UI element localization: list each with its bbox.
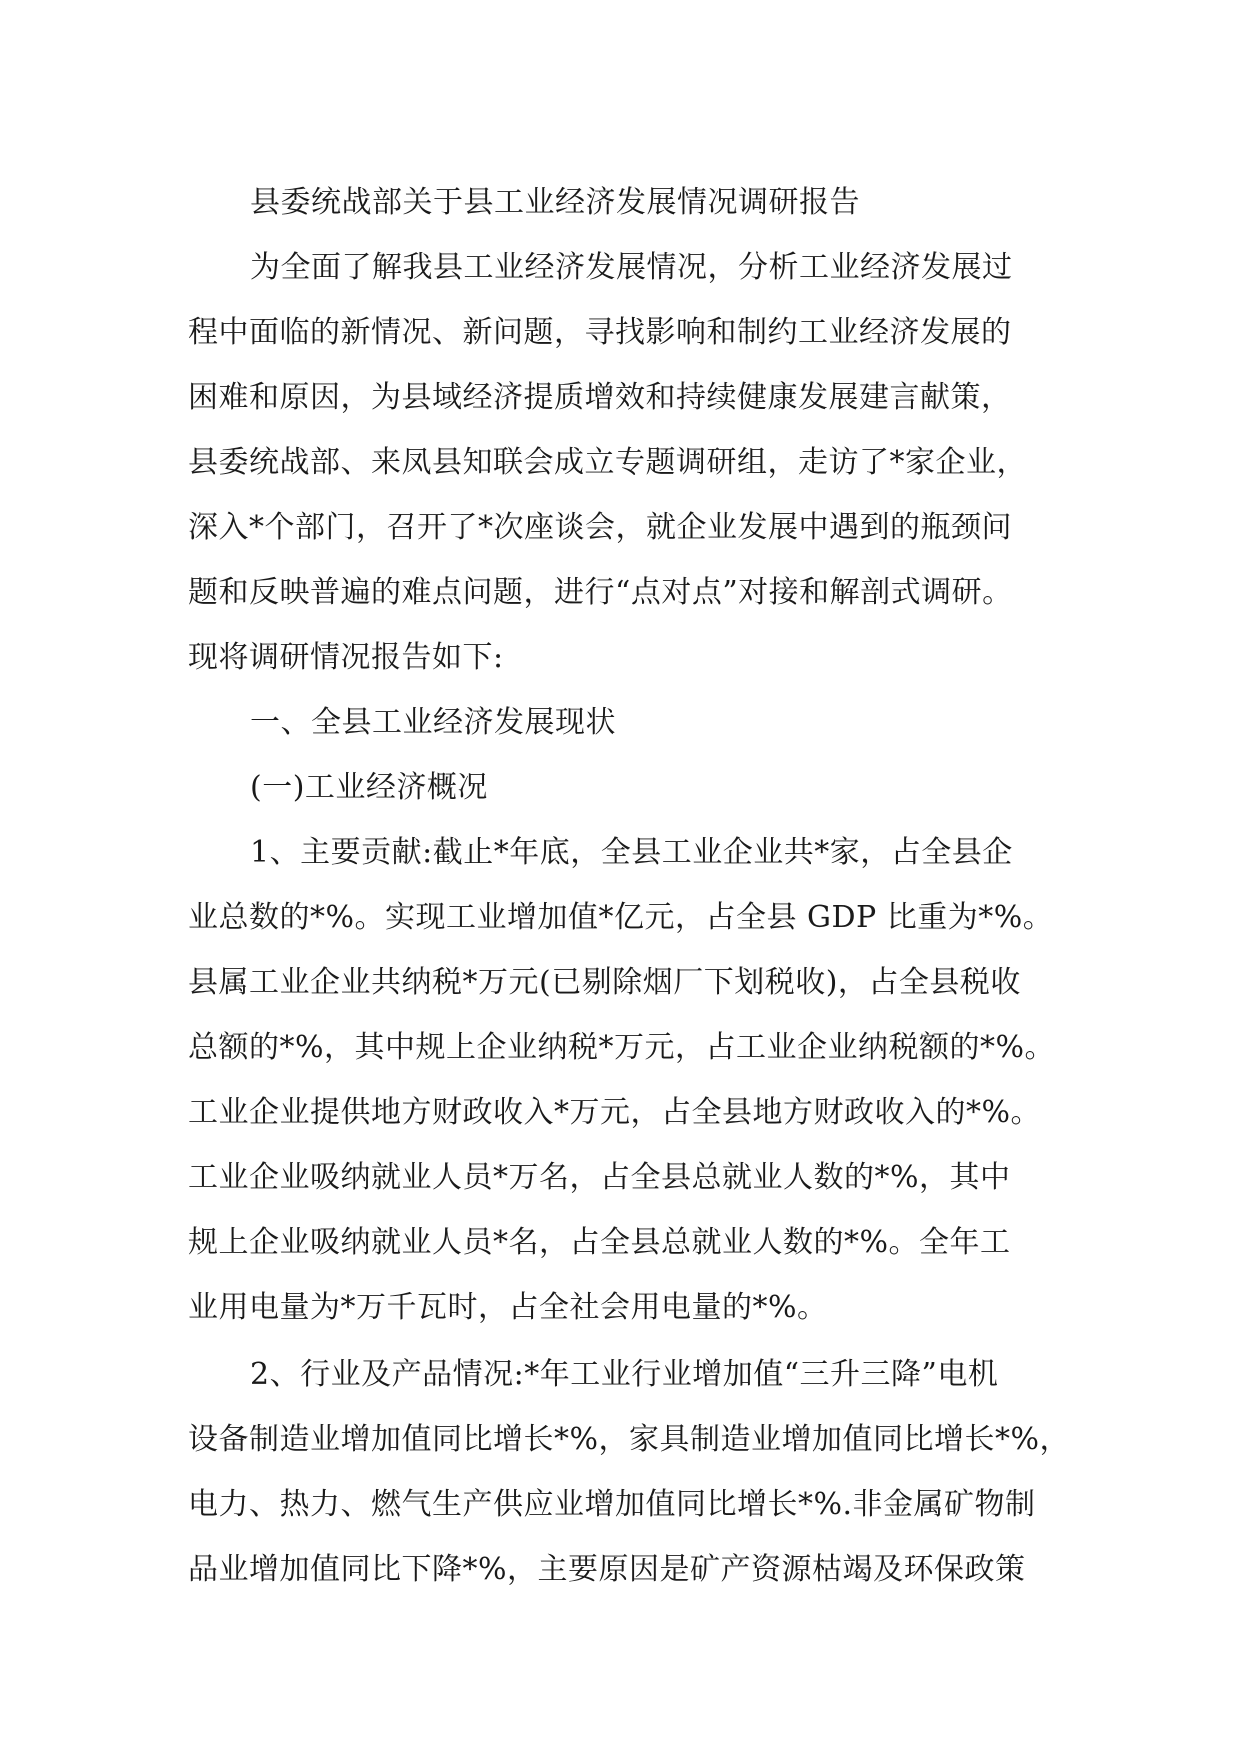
- document-title: 县委统战部关于县工业经济发展情况调研报告: [250, 185, 860, 220]
- paragraph-line: 业用电量为*万千瓦时，占全社会用电量的*%。: [188, 1290, 828, 1325]
- paragraph-line: 2、行业及产品情况:*年工业行业增加值“三升三降”电机: [250, 1357, 999, 1392]
- paragraph-line: 品业增加值同比下降*%，主要原因是矿产资源枯竭及环保政策: [188, 1552, 1026, 1587]
- paragraph-line: 县委统战部、来凤县知联会成立专题调研组，走访了*家企业，: [188, 445, 1027, 480]
- paragraph-line: 总额的*%，其中规上企业纳税*万元，占工业企业纳税额的*%。: [188, 1030, 1056, 1065]
- paragraph-line: 题和反映普遍的难点问题，进行“点对点”对接和解剖式调研。: [188, 575, 1013, 610]
- document-body: [188, 170, 1071, 1602]
- paragraph-line: 困难和原因，为县域经济提质增效和持续健康发展建言献策，: [188, 380, 1012, 415]
- paragraph-line: 县属工业企业共纳税*万元(已剔除烟厂下划税收)，占全县税收: [188, 965, 1021, 1000]
- paragraph-line: 为全面了解我县工业经济发展情况，分析工业经济发展过: [250, 250, 1013, 285]
- subsection-heading: (一)工业经济概况: [250, 770, 488, 805]
- paragraph-line: 规上企业吸纳就业人员*名，占全县总就业人数的*%。全年工: [188, 1225, 1011, 1260]
- paragraph-line: 工业企业提供地方财政收入*万元，占全县地方财政收入的*%。: [188, 1095, 1042, 1130]
- paragraph-line: 深入*个部门，召开了*次座谈会，就企业发展中遇到的瓶颈问: [188, 510, 1012, 545]
- paragraph-line: 业总数的*%。实现工业增加值*亿元，占全县 GDP 比重为*%。: [188, 900, 1054, 935]
- section-heading: 一、全县工业经济发展现状: [250, 705, 616, 740]
- paragraph-line: 程中面临的新情况、新问题，寻找影响和制约工业经济发展的: [188, 315, 1012, 350]
- paragraph-line: 工业企业吸纳就业人员*万名，占全县总就业人数的*%，其中: [188, 1160, 1011, 1195]
- paragraph-line: 现将调研情况报告如下:: [188, 640, 504, 675]
- paragraph-line: 电力、热力、燃气生产供应业增加值同比增长*%.非金属矿物制: [188, 1487, 1036, 1522]
- paragraph-line: 设备制造业增加值同比增长*%，家具制造业增加值同比增长*%，: [188, 1422, 1071, 1457]
- paragraph-line: 1、主要贡献:截止*年底，全县工业企业共*家，占全县企: [250, 835, 1013, 870]
